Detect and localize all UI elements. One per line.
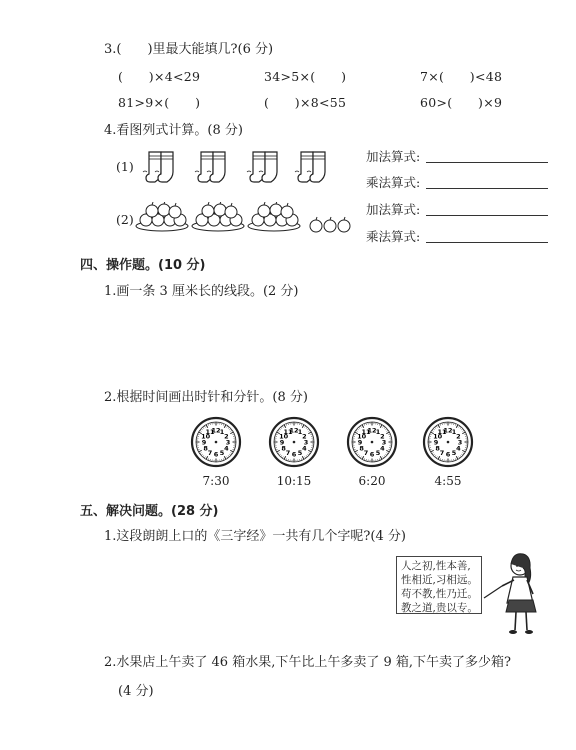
s4-q2: 2.根据时间画出时针和分针。(8 分) — [104, 390, 308, 405]
clock-number: 3 — [381, 438, 387, 447]
clock-number: 5 — [219, 448, 225, 457]
clock-number: 8 — [435, 444, 440, 453]
answer-line[interactable] — [426, 188, 548, 189]
clock[interactable] — [422, 416, 474, 488]
clock-number: 7 — [439, 448, 445, 457]
clock-center — [371, 441, 374, 444]
bubble-line: 性相近,习相远。 — [401, 574, 478, 586]
q3-item: 81>9×( ) — [118, 95, 201, 110]
fruit-plate-icon — [248, 202, 300, 231]
s4-q1: 1.画一条 3 厘米长的线段。(2 分) — [104, 284, 299, 299]
s5-q2-score: (4 分) — [118, 684, 154, 699]
clock-number: 7 — [285, 448, 291, 457]
clock-face-icon — [346, 416, 398, 468]
clock-number: 8 — [359, 444, 364, 453]
clock-number: 11 — [361, 428, 371, 437]
answer-line[interactable] — [426, 162, 548, 163]
sock-pair-icon — [195, 152, 225, 182]
clock-number: 5 — [297, 448, 303, 457]
clock-number: 10 — [433, 432, 443, 441]
clock-number: 5 — [451, 448, 457, 457]
clock-number: 3 — [225, 438, 231, 447]
answer-line[interactable] — [426, 215, 548, 216]
answer-line[interactable] — [426, 242, 548, 243]
clock-time-label: 4:55 — [434, 474, 462, 488]
q4-label-1: (1) — [116, 159, 134, 174]
s5-q1: 1.这段朗朗上口的《三字经》一共有几个字呢?(4 分) — [104, 529, 406, 544]
clock-number: 10 — [201, 432, 211, 441]
clock-number: 8 — [203, 444, 208, 453]
clock-number: 7 — [207, 448, 213, 457]
clock-number: 6 — [445, 450, 451, 459]
fruit-plate-icon — [192, 202, 244, 231]
clock-number: 1 — [297, 428, 303, 437]
addition-formula-label: 加法算式: — [366, 202, 421, 217]
section-5-title: 五、解决问题。(28 分) — [80, 504, 219, 519]
clock-number: 10 — [357, 432, 367, 441]
s5-q2-text: 2.水果店上午卖了 46 箱水果,下午比上午多卖了 9 箱,下午卖了多少箱? — [104, 655, 511, 670]
clock-number: 3 — [457, 438, 463, 447]
q3-item: ( )×8<55 — [264, 95, 347, 110]
clock-number: 2 — [302, 432, 307, 441]
clock-number: 7 — [363, 448, 369, 457]
sanzijing-speech-bubble — [396, 556, 482, 614]
clock-face-icon — [268, 416, 320, 468]
loose-apples-icon — [310, 217, 350, 232]
clock-number: 1 — [375, 428, 381, 437]
clock-number: 4 — [302, 444, 307, 453]
clock-time-label: 7:30 — [202, 474, 230, 488]
q4-label-2: (2) — [116, 212, 134, 227]
clock-number: 2 — [380, 432, 385, 441]
clock-center — [215, 441, 218, 444]
girl-teacher-illustration — [482, 550, 550, 640]
clock-number: 12 — [211, 426, 221, 435]
clock-number: 9 — [201, 438, 207, 447]
clock[interactable] — [190, 416, 242, 488]
clock-number: 5 — [375, 448, 381, 457]
sock-pair-icon — [295, 152, 325, 182]
addition-formula-label: 加法算式: — [366, 149, 421, 164]
clock-number: 1 — [219, 428, 225, 437]
bubble-line: 教之道,贵以专。 — [401, 602, 478, 614]
multiplication-formula-label: 乘法算式: — [366, 229, 421, 244]
clock-number: 6 — [213, 450, 219, 459]
clock-number: 12 — [289, 426, 299, 435]
q3-item: 60>( )×9 — [420, 95, 503, 110]
q3-item: ( )×4<29 — [118, 69, 201, 84]
multiplication-formula-label: 乘法算式: — [366, 175, 421, 190]
fruit-plate-icon — [136, 202, 188, 231]
q3-item: 34>5×( ) — [264, 69, 347, 84]
clock-center — [293, 441, 296, 444]
clock-number: 8 — [281, 444, 286, 453]
clock-number: 9 — [433, 438, 439, 447]
clock-number: 12 — [367, 426, 377, 435]
clock-number: 2 — [224, 432, 229, 441]
clock-number: 9 — [357, 438, 363, 447]
clock-number: 12 — [443, 426, 453, 435]
clock[interactable] — [346, 416, 398, 488]
clock-number: 11 — [205, 428, 215, 437]
clock-number: 6 — [369, 450, 375, 459]
clock-number: 4 — [380, 444, 385, 453]
bubble-line: 人之初,性本善, — [401, 560, 471, 572]
clock-number: 4 — [456, 444, 461, 453]
clock-number: 10 — [279, 432, 289, 441]
clock-center — [447, 441, 450, 444]
clock-time-label: 6:20 — [358, 474, 386, 488]
clock-number: 11 — [437, 428, 447, 437]
sock-pair-icon — [247, 152, 277, 182]
sock-pair-icon — [143, 152, 173, 182]
clock-number: 4 — [224, 444, 229, 453]
clock-number: 11 — [283, 428, 293, 437]
section-4-title: 四、操作题。(10 分) — [80, 258, 206, 273]
clock-number: 3 — [303, 438, 309, 447]
q3-item: 7×( )<48 — [420, 69, 503, 84]
q3-title: 3.( )里最大能填几?(6 分) — [104, 42, 274, 57]
fruit-plates-illustration — [134, 202, 356, 236]
clock-number: 2 — [456, 432, 461, 441]
clock-number: 1 — [451, 428, 457, 437]
clock-face-icon — [190, 416, 242, 468]
q4-title: 4.看图列式计算。(8 分) — [104, 123, 243, 138]
clock-time-label: 10:15 — [276, 474, 312, 488]
bubble-line: 苟不教,性乃迁。 — [401, 588, 478, 600]
clock-face-icon — [422, 416, 474, 468]
socks-illustration — [138, 146, 328, 188]
clock-number: 6 — [291, 450, 297, 459]
clock[interactable] — [268, 416, 320, 488]
clock-number: 9 — [279, 438, 285, 447]
